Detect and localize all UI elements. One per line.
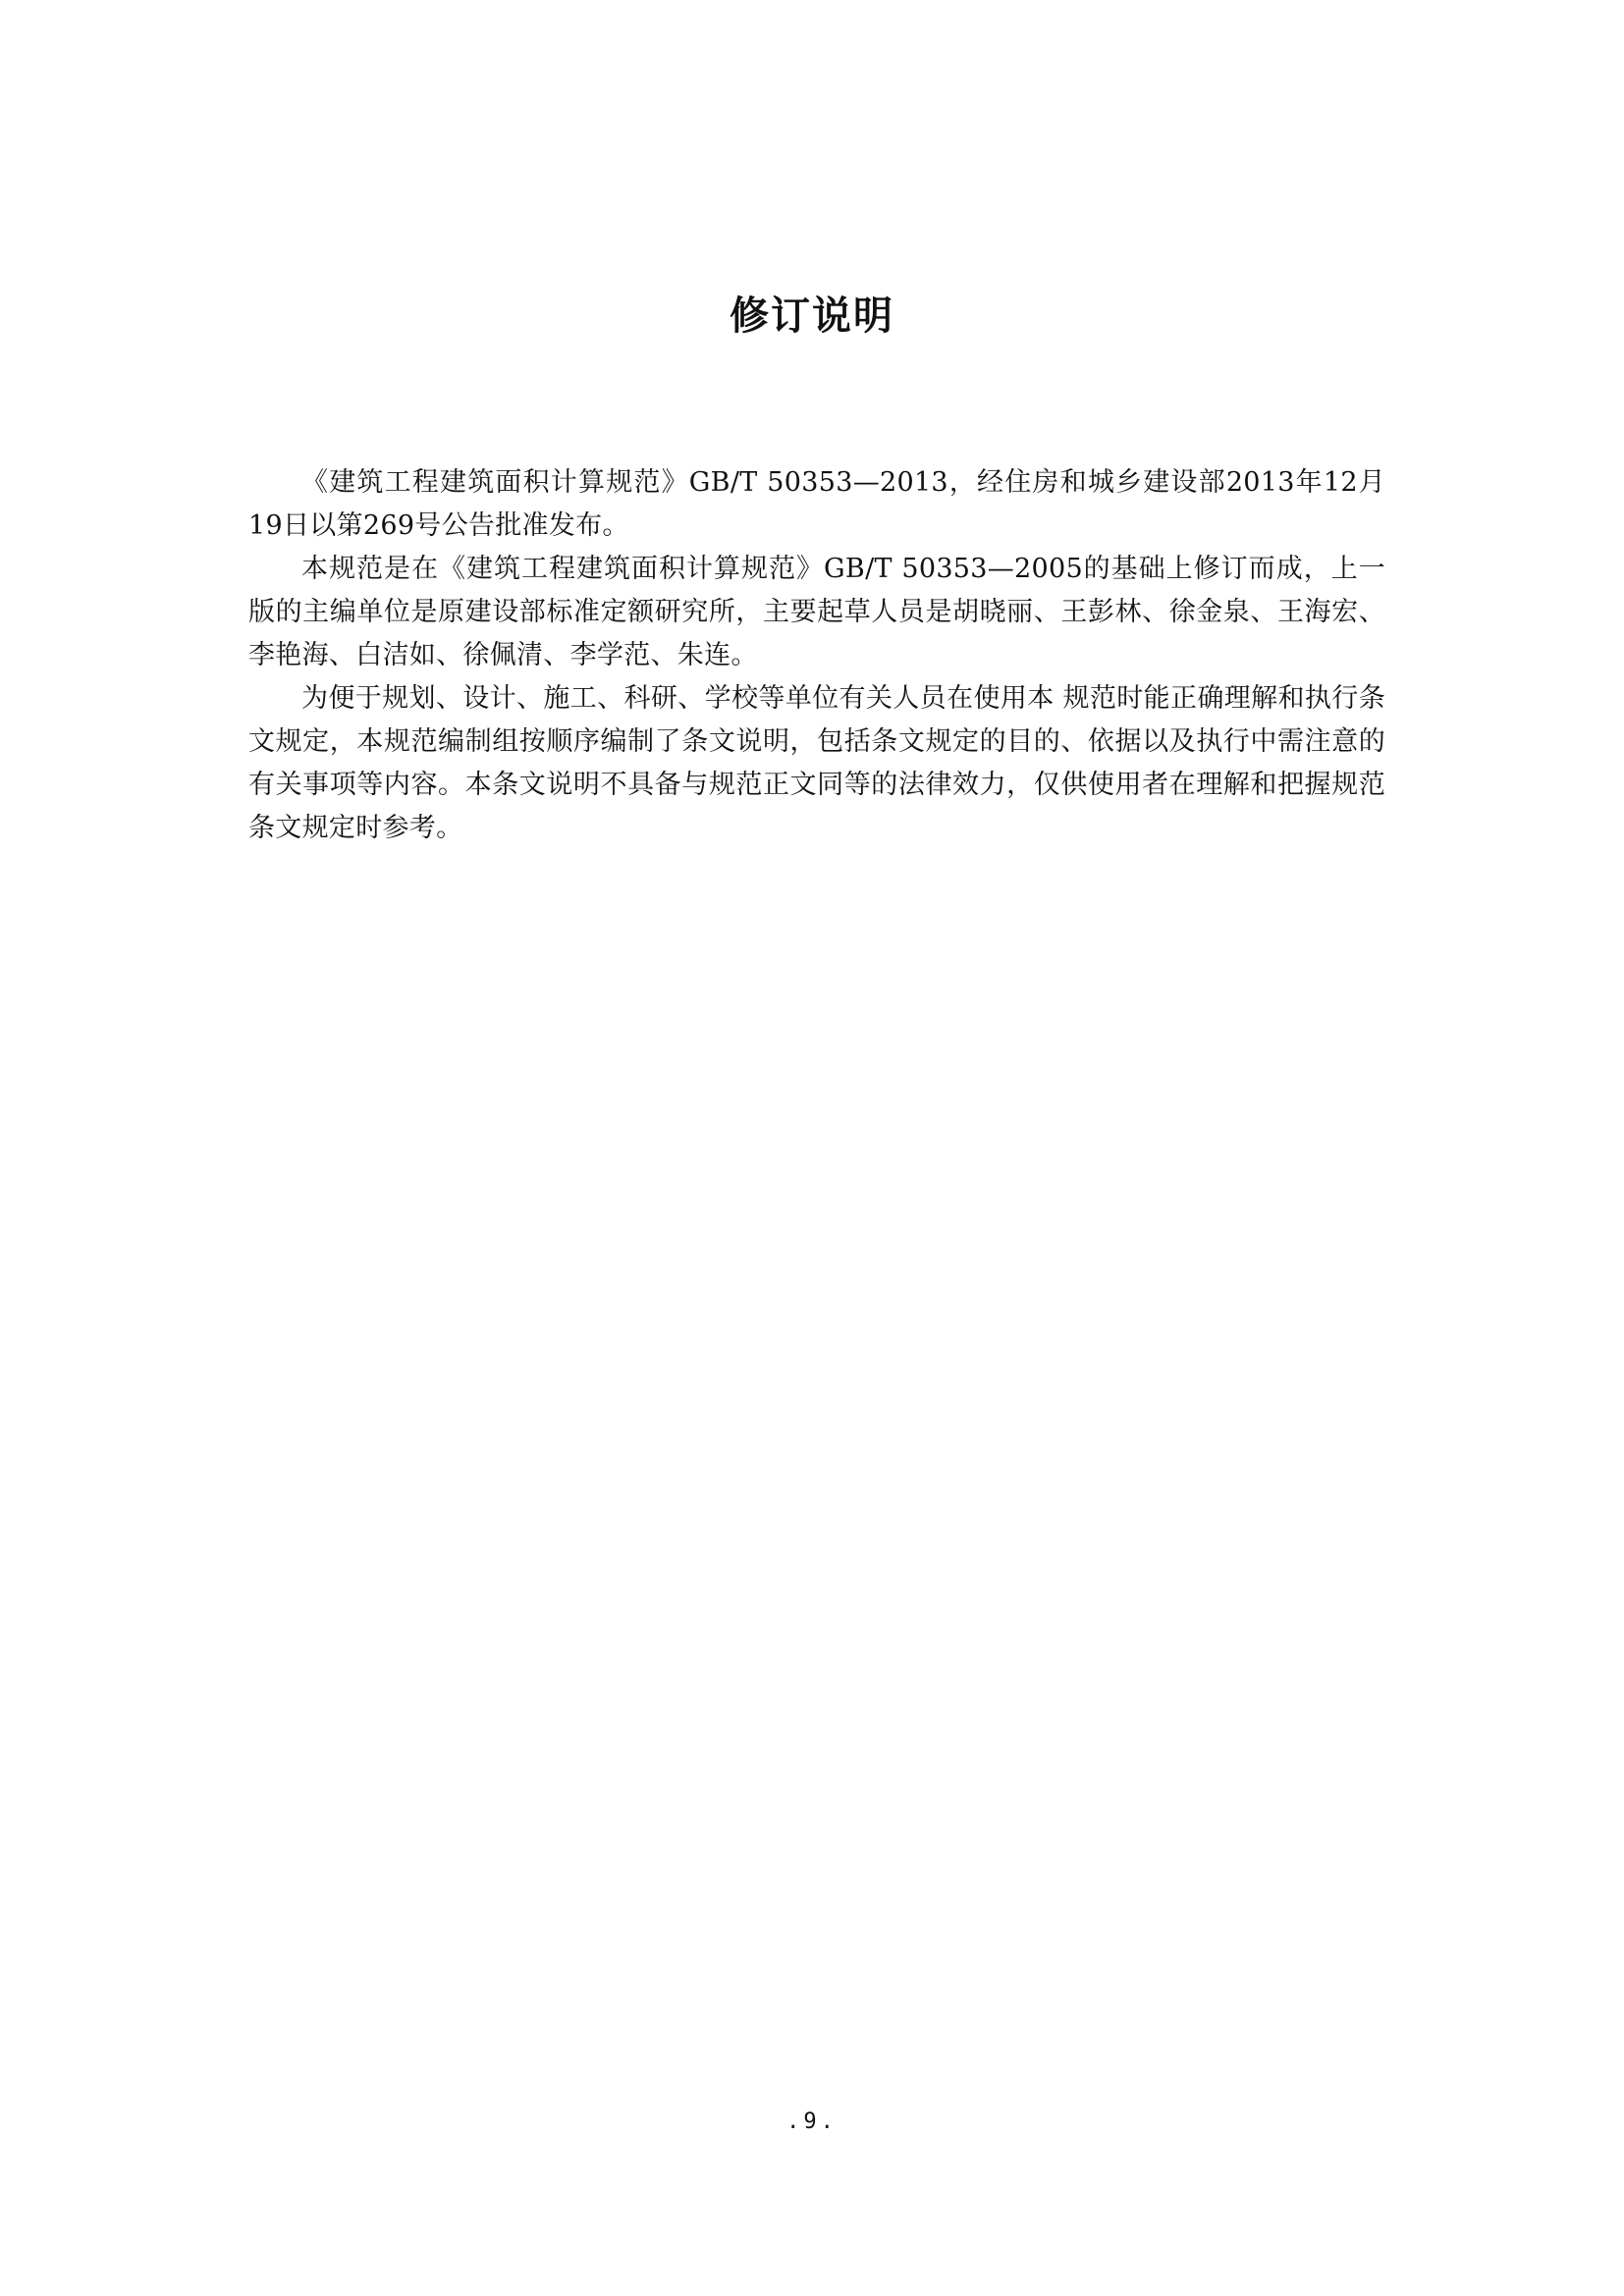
page-number: .9.	[786, 2109, 838, 2134]
document-body	[248, 461, 1385, 850]
paragraph-3: 为便于规划、设计、施工、科研、学校等单位有关人员在使用本 规范时能正确理解和执行条文规定，本规范编制组按顺序编制了条文说明，包括条文规定的目的、依据以及执行中需注意的有关事项等内容。本条文说明不具备与规范正文同等的法律效力，仅供使用者在理解和把握规范条文规定时参考。	[248, 683, 1385, 843]
page-title: 修订说明	[730, 294, 894, 339]
paragraph-2: 本规范是在《建筑工程建筑面积计算规范》GB/T 50353—2005的基础上修订而成，上一版的主编单位是原建设部标准定额研究所，主要起草人员是胡晓丽、王彭林、徐金泉、王海宏、李艳海、白洁如、徐佩清、李学范、朱连。	[248, 554, 1385, 670]
paragraph-1: 《建筑工程建筑面积计算规范》GB/T 50353—2013，经住房和城乡建设部2013年12月19日以第269号公告批准发布。	[248, 467, 1385, 541]
